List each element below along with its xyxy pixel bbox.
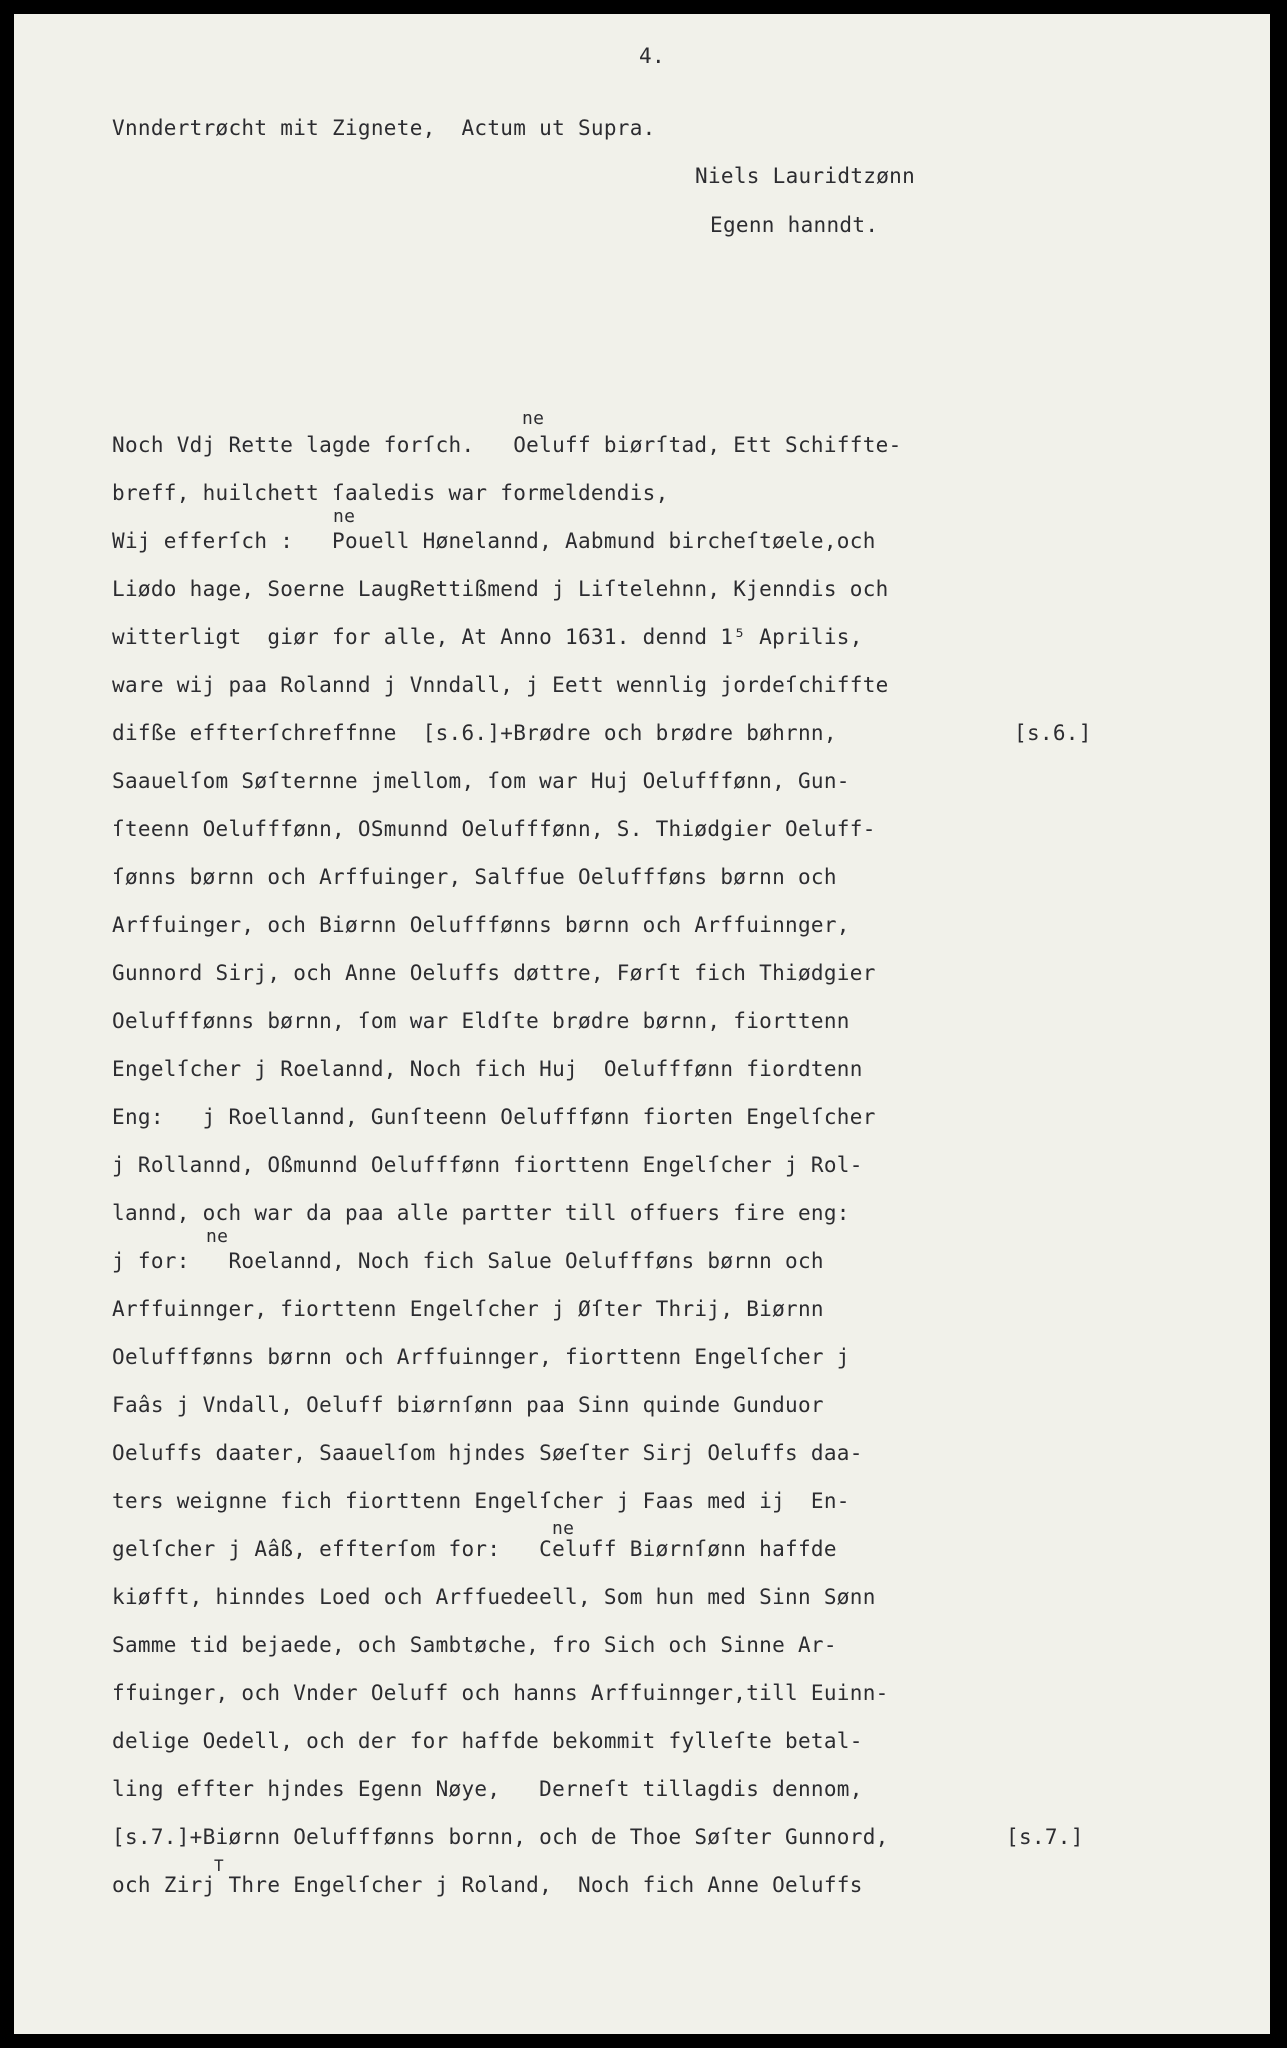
body-line: [s.7.]+Biørnn Oelufffønns bornn, och de Thoe Søſter Gunnord, — [112, 1825, 889, 1849]
body-line: Arffuinnger, fiorttenn Engelſcher j Øſter Thrij, Biørnn — [112, 1297, 824, 1321]
body-line: Eng: j Roellannd, Gunſteenn Oelufffønn fiorten Engelſcher — [112, 1105, 876, 1129]
signature-name: Niels Lauridtzønn — [695, 164, 916, 188]
body-line: lannd, och war da paa alle partter till offuers fire eng: — [112, 1201, 850, 1225]
body-line: ling effter hjndes Egenn Nøye, Derneſt tillagdis dennom, — [112, 1777, 863, 1801]
body-line: och Zirj Thre Engelſcher j Roland, Noch fich Anne Oeluffs — [112, 1873, 863, 1897]
body-line: breff, huilchett ſaaledis war formeldendis, — [112, 481, 669, 505]
superscript: ne — [552, 1518, 575, 1539]
body-line: ffuinger, och Vnder Oeluff och hanns Arffuinnger,till Euinn- — [112, 1681, 889, 1705]
handwritten-mark: T — [214, 1856, 224, 1875]
superscript: ne — [333, 506, 356, 527]
body-line: ware wij paa Rolannd j Vnndall, j Eett wennlig jordeſchiffte — [112, 673, 889, 697]
body-line: Faâs j Vndall, Oeluff biørnſønn paa Sinn quinde Gunduor — [112, 1393, 824, 1417]
body-line: difße effterſchreffnne [s.6.]+Brødre och brødre bøhrnn, — [112, 721, 837, 745]
body-line: Liødo hage, Soerne LaugRettißmend j Liſtelehnn, Kjenndis och — [112, 577, 889, 601]
body-line: j for: Roelannd, Noch fich Salue Oeluffføns børnn och — [112, 1249, 824, 1273]
body-line: Oelufffønns børnn och Arffuinnger, fiorttenn Engelſcher j — [112, 1345, 850, 1369]
margin-note: [s.7.] — [1006, 1825, 1084, 1849]
body-line: gelſcher j Aâß, effterſom for: Celuff Biørnſønn haffde — [112, 1537, 837, 1561]
document-page — [14, 14, 1270, 2034]
body-line: Saauelſom Søſternne jmellom, ſom war Huj Oelufffønn, Gun- — [112, 769, 850, 793]
body-line: ſønns børnn och Arffuinger, Salffue Oeluffføns børnn och — [112, 865, 837, 889]
body-line: Samme tid bejaede, och Sambtøche, fro Sich och Sinne Ar- — [112, 1633, 837, 1657]
body-line: ſteenn Oelufffønn, OSmunnd Oelufffønn, S. Thiødgier Oeluff- — [112, 817, 876, 841]
body-line: delige Oedell, och der for haffde bekommit fylleſte betal- — [112, 1729, 863, 1753]
header-line: Vnndertrøcht mit Zignete, Actum ut Supra. — [112, 116, 656, 140]
page-number: 4. — [639, 44, 665, 68]
body-line: j Rollannd, Oßmunnd Oelufffønn fiorttenn Engelſcher j Rol- — [112, 1153, 863, 1177]
superscript: ne — [522, 408, 545, 429]
body-line: witterligt giør for alle, At Anno 1631. dennd 1⁵ Aprilis, — [112, 625, 863, 649]
margin-note: [s.6.] — [1014, 721, 1092, 745]
body-line: Gunnord Sirj, och Anne Oeluffs døttre, Førſt fich Thiødgier — [112, 961, 876, 985]
body-line: Engelſcher j Roelannd, Noch fich Huj Oelufffønn fiordtenn — [112, 1057, 863, 1081]
body-line: Wij efferſch : Pouell Hønelannd, Aabmund bircheſtøele,och — [112, 529, 876, 553]
body-line: Noch Vdj Rette lagde forſch. Oeluff biørſtad, Ett Schiffte- — [112, 433, 902, 457]
body-line: Oelufffønns børnn, ſom war Eldſte brødre børnn, fiorttenn — [112, 1009, 850, 1033]
body-line: Arffuinger, och Biørnn Oelufffønns børnn och Arffuinnger, — [112, 913, 850, 937]
superscript: ne — [206, 1226, 229, 1247]
body-line: kiøfft, hinndes Loed och Arffuedeell, Som hun med Sinn Sønn — [112, 1585, 876, 1609]
body-line: ters weignne fich fiorttenn Engelſcher j Faas med ij En- — [112, 1489, 850, 1513]
signature-note: Egenn hanndt. — [710, 213, 879, 237]
body-line: Oeluffs daater, Saauelſom hjndes Søeſter Sirj Oeluffs daa- — [112, 1441, 863, 1465]
